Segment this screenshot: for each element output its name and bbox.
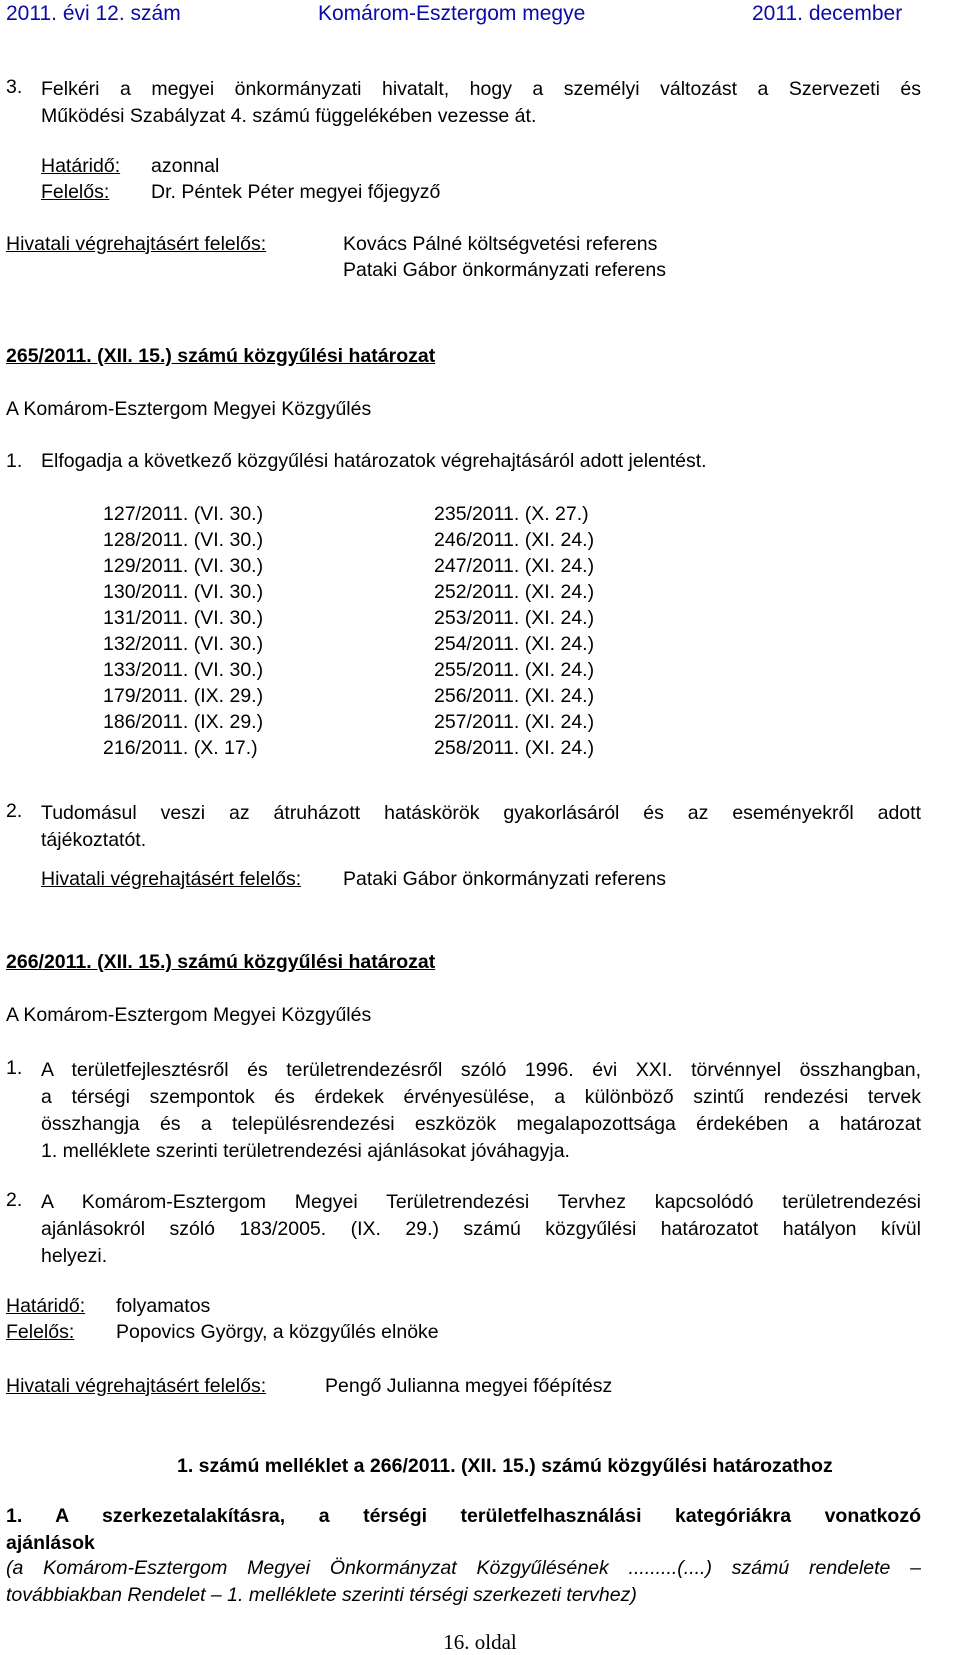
list-item: 133/2011. (VI. 30.) bbox=[103, 659, 264, 681]
annex-note-line1: (a Komárom-Esztergom Megyei Önkormányzat Közgyűlésének .........(....) számú rendelete – bbox=[6, 1557, 921, 1579]
office-value-2: Pataki Gábor önkormányzati referens bbox=[343, 259, 666, 281]
responsible-value: Dr. Péntek Péter megyei főjegyző bbox=[151, 181, 441, 203]
list-item: 129/2011. (VI. 30.) bbox=[103, 555, 264, 577]
item3-text bbox=[41, 76, 921, 130]
res266-responsible-label: Felelős: bbox=[6, 1321, 75, 1343]
res265-p2-text bbox=[41, 800, 921, 854]
res265-office-value: Pataki Gábor önkormányzati referens bbox=[343, 868, 666, 890]
res266-p1-line: 1. melléklete szerinti területrendezési ajánlásokat jóváhagyja. bbox=[41, 1140, 570, 1162]
list-item: 179/2011. (IX. 29.) bbox=[103, 685, 264, 707]
item3-line2: Működési Szabályzat 4. számú függelékében vezesse át. bbox=[41, 105, 537, 127]
list-item: 252/2011. (XI. 24.) bbox=[434, 581, 595, 603]
list-item: 247/2011. (XI. 24.) bbox=[434, 555, 595, 577]
list-item: 257/2011. (XI. 24.) bbox=[434, 711, 595, 733]
res265-p2-line2: tájékoztatót. bbox=[41, 829, 147, 851]
list-item: 256/2011. (XI. 24.) bbox=[434, 685, 595, 707]
list-item: 246/2011. (XI. 24.) bbox=[434, 529, 595, 551]
item3-number: 3. bbox=[6, 76, 23, 98]
res265-p2-number: 2. bbox=[6, 800, 23, 822]
list-item: 258/2011. (XI. 24.) bbox=[434, 737, 595, 759]
deadline-value: azonnal bbox=[151, 155, 220, 177]
res266-p1-line: összhangja és a településrendezési eszközök megalapozottsága érdekében a határozat bbox=[41, 1113, 921, 1135]
annex-heading-line1: 1. A szerkezetalakításra, a térségi területfelhasználási kategóriákra vonatkozó bbox=[6, 1505, 921, 1527]
annex-heading-line2: ajánlások bbox=[6, 1532, 95, 1554]
list-item: 186/2011. (IX. 29.) bbox=[103, 711, 264, 733]
office-value-1: Kovács Pálné költségvetési referens bbox=[343, 233, 658, 255]
list-item: 130/2011. (VI. 30.) bbox=[103, 581, 264, 603]
res265-p1-number: 1. bbox=[6, 450, 23, 472]
list-item: 253/2011. (XI. 24.) bbox=[434, 607, 595, 629]
res265-title: 265/2011. (XII. 15.) számú közgyűlési határozat bbox=[6, 345, 436, 367]
res266-p1-line: A területfejlesztésről és területrendezésről szóló 1996. évi XXI. törvénnyel összhangban, bbox=[41, 1059, 921, 1081]
page-number: 16. oldal bbox=[443, 1630, 517, 1654]
res266-body: A Komárom-Esztergom Megyei Közgyűlés bbox=[6, 1004, 372, 1026]
res266-p2-line: helyezi. bbox=[41, 1245, 108, 1267]
res266-title: 266/2011. (XII. 15.) számú közgyűlési határozat bbox=[6, 951, 436, 973]
item3-line1: Felkéri a megyei önkormányzati hivatalt, hogy a személyi változást a Szervezeti és bbox=[41, 78, 921, 100]
res266-p1-number: 1. bbox=[6, 1057, 23, 1079]
res266-p1-text bbox=[41, 1057, 921, 1165]
annex-note bbox=[6, 1555, 921, 1609]
res265-p1-text: Elfogadja a következő közgyűlési határozatok végrehajtásáról adott jelentést. bbox=[41, 450, 707, 472]
res265-body: A Komárom-Esztergom Megyei Közgyűlés bbox=[6, 398, 372, 420]
annex-heading bbox=[6, 1503, 921, 1557]
office-label: Hivatali végrehajtásért felelős: bbox=[6, 233, 267, 255]
res266-deadline-label: Határidő: bbox=[6, 1295, 86, 1317]
res266-p2-number: 2. bbox=[6, 1189, 23, 1211]
header-county: Komárom-Esztergom megye bbox=[318, 2, 586, 25]
res266-p1-line: a térségi szempontok és érdekek érvényesülése, a különböző szintű rendezési tervek bbox=[41, 1086, 921, 1108]
res266-deadline-value: folyamatos bbox=[116, 1295, 211, 1317]
list-item: 128/2011. (VI. 30.) bbox=[103, 529, 264, 551]
list-item: 254/2011. (XI. 24.) bbox=[434, 633, 595, 655]
res266-office-label: Hivatali végrehajtásért felelős: bbox=[6, 1375, 267, 1397]
list-item: 235/2011. (X. 27.) bbox=[434, 503, 589, 525]
deadline-label: Határidő: bbox=[41, 155, 121, 177]
res266-office-value: Pengő Julianna megyei főépítész bbox=[325, 1375, 613, 1397]
annex-title: 1. számú melléklet a 266/2011. (XII. 15.) számú közgyűlési határozathoz bbox=[177, 1455, 833, 1477]
res266-responsible-value: Popovics György, a közgyűlés elnöke bbox=[116, 1321, 439, 1343]
header-issue: 2011. évi 12. szám bbox=[6, 2, 181, 25]
page-header bbox=[0, 0, 960, 34]
res265-office-label: Hivatali végrehajtásért felelős: bbox=[41, 868, 302, 890]
list-item: 255/2011. (XI. 24.) bbox=[434, 659, 595, 681]
list-item: 132/2011. (VI. 30.) bbox=[103, 633, 264, 655]
header-date: 2011. december bbox=[752, 2, 903, 25]
res265-p2-line1: Tudomásul veszi az átruházott hatáskörök gyakorlásáról és az eseményekről adott bbox=[41, 802, 921, 824]
responsible-label: Felelős: bbox=[41, 181, 110, 203]
list-item: 131/2011. (VI. 30.) bbox=[103, 607, 264, 629]
res266-p2-text bbox=[41, 1189, 921, 1270]
list-item: 216/2011. (X. 17.) bbox=[103, 737, 258, 759]
annex-note-line2: továbbiakban Rendelet – 1. melléklete szerinti térségi szerkezeti tervhez) bbox=[6, 1584, 637, 1606]
res266-p2-line: ajánlásokról szóló 183/2005. (IX. 29.) számú közgyűlési határozatot hatályon kívül bbox=[41, 1218, 921, 1240]
list-item: 127/2011. (VI. 30.) bbox=[103, 503, 264, 525]
res266-p2-line: A Komárom-Esztergom Megyei Területrendezési Tervhez kapcsolódó területrendezési bbox=[41, 1191, 921, 1213]
